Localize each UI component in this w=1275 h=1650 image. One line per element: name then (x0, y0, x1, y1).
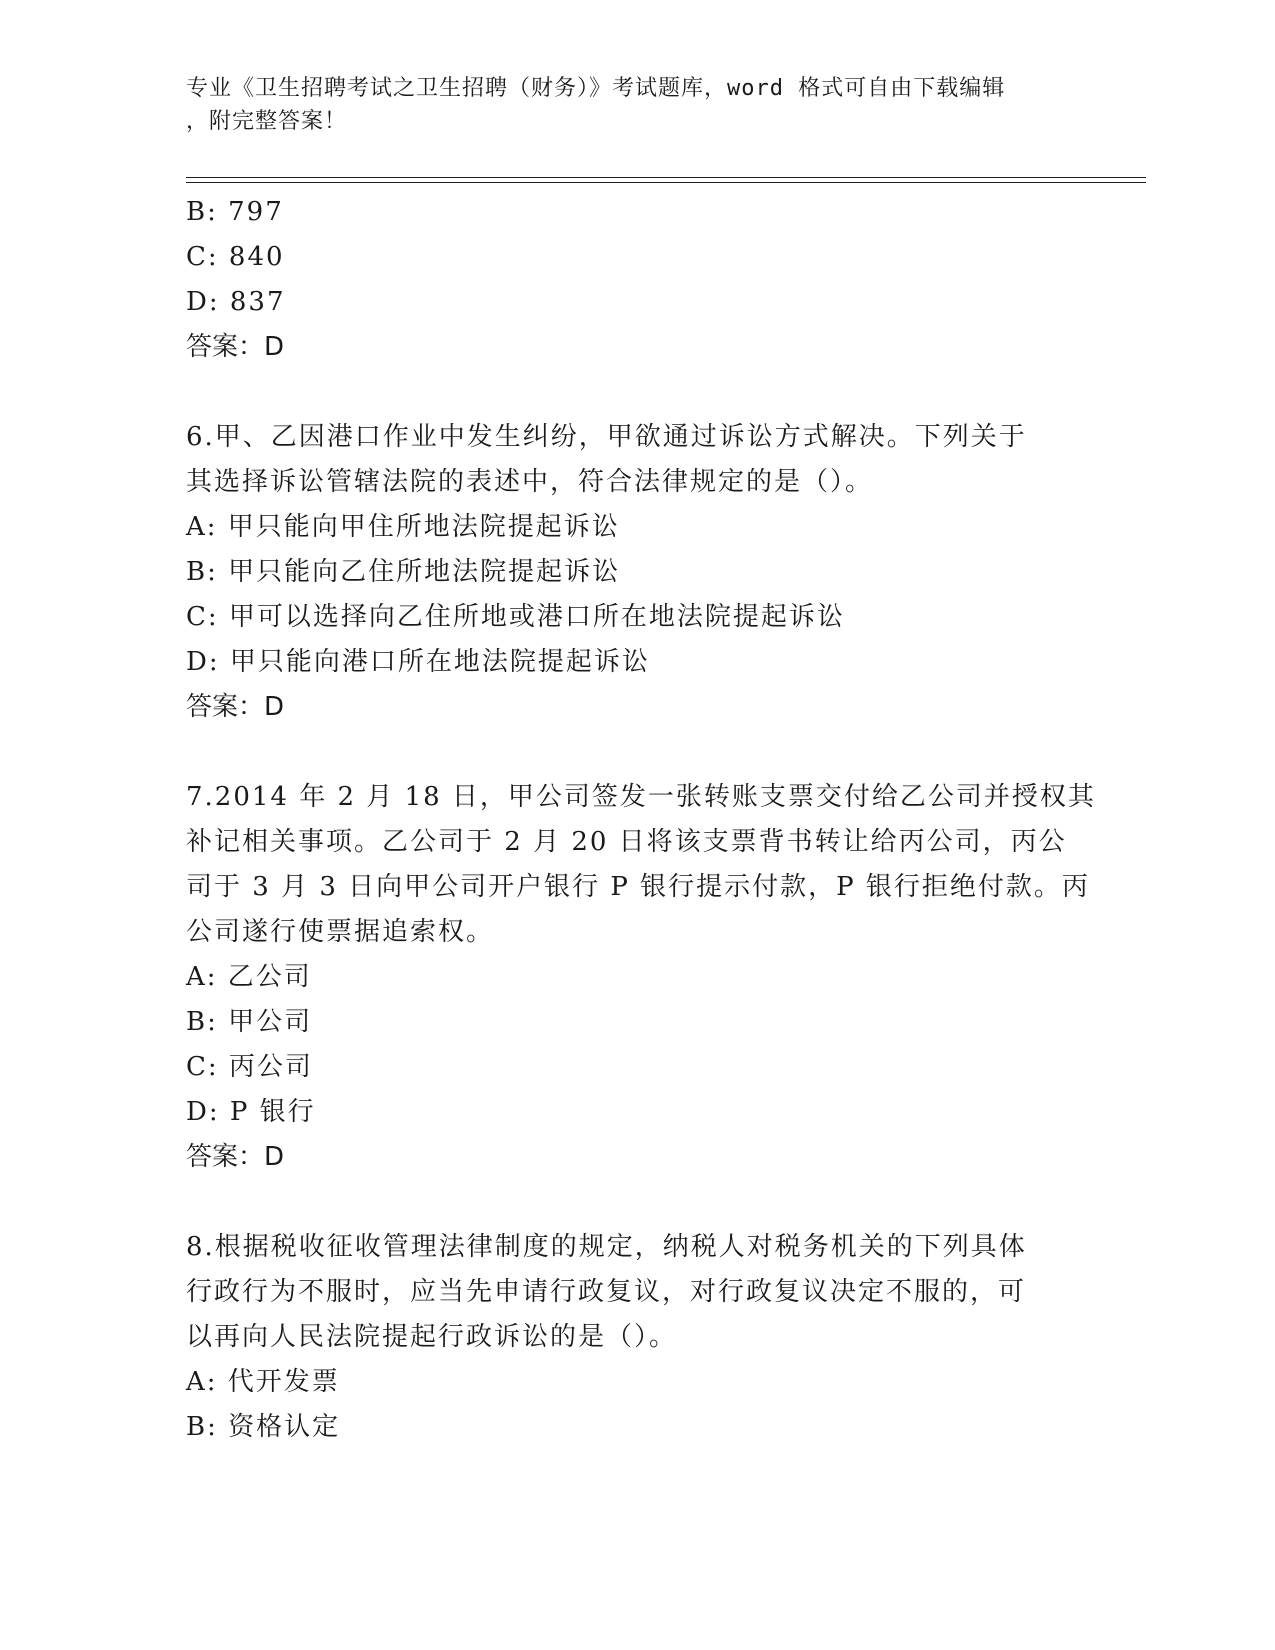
option-b: B: 资格认定 (186, 1412, 341, 1442)
option-b: B: 甲公司 (186, 1007, 313, 1037)
document-header (186, 72, 1066, 138)
answer: 答案：D (186, 332, 285, 362)
option-a: A: 甲只能向甲住所地法院提起诉讼 (186, 512, 620, 542)
question-stem: 7.2014 年 2 月 18 日，甲公司签发一张转账支票交付给乙公司并授权其 (186, 782, 1096, 812)
question-6 (186, 415, 1086, 730)
question-stem: 其选择诉讼管辖法院的表述中，符合法律规定的是（）。 (186, 467, 874, 497)
question-stem: 行政行为不服时，应当先申请行政复议，对行政复议决定不服的，可 (186, 1277, 1027, 1307)
question-7 (186, 775, 1096, 1180)
question-stem: 司于 3 月 3 日向甲公司开户银行 P 银行提示付款，P 银行拒绝付款。丙 (186, 872, 1090, 902)
option-c: C: 840 (186, 242, 285, 272)
header-divider-top (186, 177, 1146, 178)
option-b: B: 甲只能向乙住所地法院提起诉讼 (186, 557, 621, 587)
option-d: D: P 银行 (186, 1097, 316, 1127)
question-stem: 以再向人民法院提起行政诉讼的是（）。 (186, 1322, 678, 1352)
answer: 答案：D (186, 692, 285, 722)
option-a: A: 代开发票 (186, 1367, 340, 1397)
question-stem: 补记相关事项。乙公司于 2 月 20 日将该支票背书转让给丙公司，丙公 (186, 827, 1067, 857)
question-stem: 公司遂行使票据追索权。 (186, 917, 495, 947)
header-line-1: 专业《卫生招聘考试之卫生招聘（财务）》考试题库，word 格式可自由下载编辑 (186, 76, 1006, 101)
answer: 答案：D (186, 1142, 285, 1172)
header-divider-bottom (186, 182, 1146, 183)
question-stem: 6.甲、乙因港口作业中发生纠纷，甲欲通过诉讼方式解决。下列关于 (186, 422, 1027, 452)
option-b: B: 797 (186, 197, 284, 227)
option-d: D: 甲只能向港口所在地法院提起诉讼 (186, 647, 650, 677)
question-stem: 8.根据税收征收管理法律制度的规定，纳税人对税务机关的下列具体 (186, 1232, 1027, 1262)
option-d: D: 837 (186, 287, 286, 317)
question-list (186, 190, 1096, 1450)
header-line-2: ，附完整答案！ (186, 109, 348, 134)
question-8 (186, 1225, 1086, 1450)
option-a: A: 乙公司 (186, 962, 312, 992)
option-c: C: 丙公司 (186, 1052, 313, 1082)
question-5 (186, 190, 1086, 370)
option-c: C: 甲可以选择向乙住所地或港口所在地法院提起诉讼 (186, 602, 845, 632)
